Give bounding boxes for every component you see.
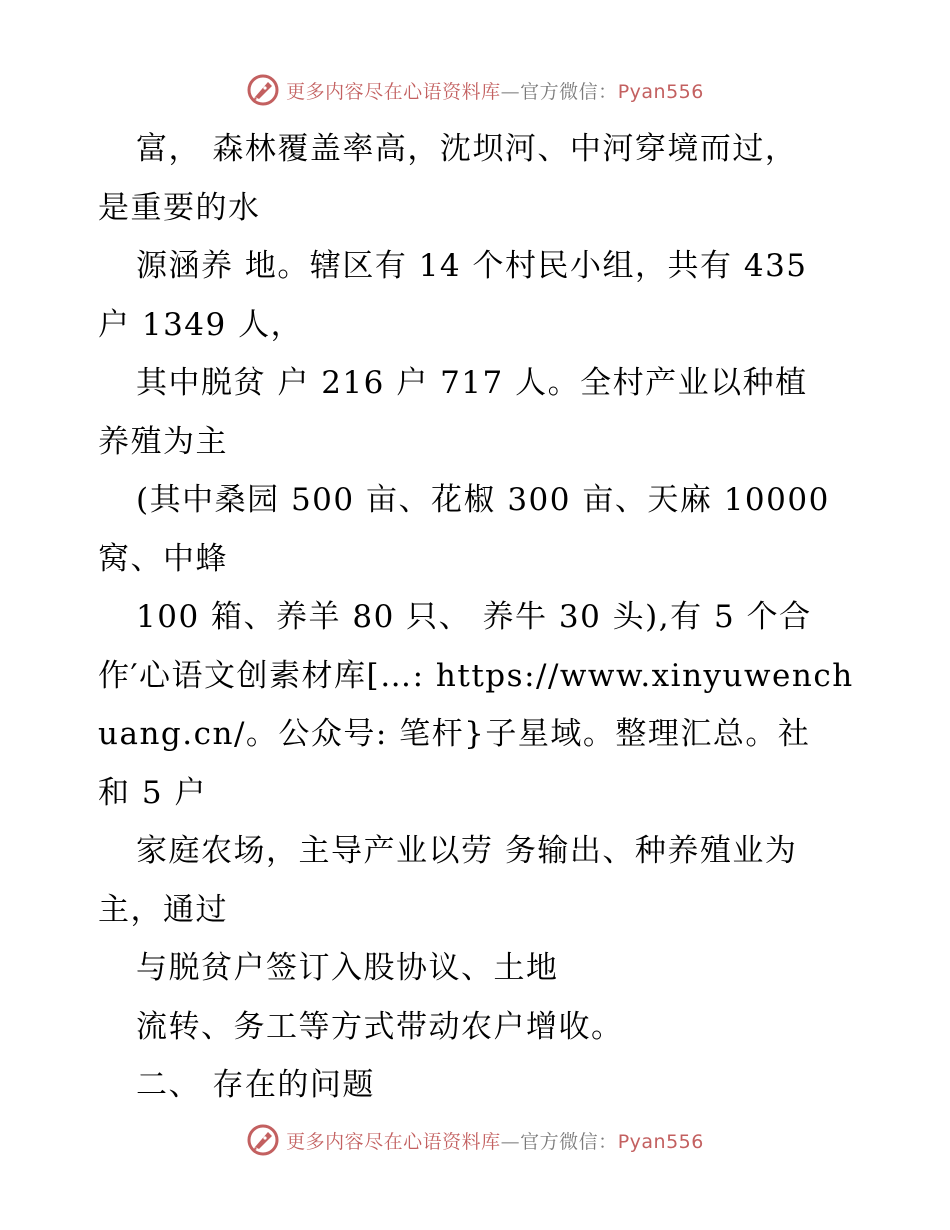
watermark-id-text: Pyan556 [617, 80, 704, 103]
header-watermark [0, 70, 950, 110]
document-body [98, 120, 858, 1115]
text-line: 和 5 户 [98, 774, 207, 811]
text-line: 100 箱、养羊 80 只、 养牛 30 头),有 5 个合 [136, 599, 812, 635]
text-line: 窝、中蜂 [98, 540, 228, 577]
watermark-dash: — [500, 80, 521, 103]
text-line: 主，通过 [98, 891, 228, 928]
text-line: 流转、务工等方式带动农户增收。 [136, 1008, 624, 1045]
text-line: (其中桑园 500 亩、花椒 300 亩、天麻 10000 [136, 482, 830, 518]
footer-watermark [0, 1120, 950, 1160]
pen-nib-circle-icon [246, 73, 280, 107]
text-line: 与脱贫户签订入股协议、土地 [136, 950, 559, 986]
text-line: uang.cn/。公众号: 笔杆}子星域。整理汇总。社 [98, 716, 811, 752]
pen-nib-circle-icon [246, 1123, 280, 1157]
text-line: 源涵养 地。辖区有 14 个村民小组，共有 435 [136, 248, 808, 284]
watermark-brand-text: 官方微信： [520, 80, 618, 103]
text-line: 养殖为主 [98, 423, 228, 460]
text-line: 户 1349 人， [98, 306, 304, 343]
watermark-main-text: 更多内容尽在心语资料库 [286, 1130, 501, 1153]
section-heading: 二、 存在的问题 [136, 1067, 375, 1103]
watermark-id-text: Pyan556 [617, 1130, 704, 1153]
watermark-brand-text: 官方微信： [520, 1130, 618, 1153]
text-line: 其中脱贫 户 216 户 717 人。全村产业以种植 [136, 365, 808, 401]
watermark-dash: — [500, 1130, 521, 1153]
text-line: 是重要的水 [98, 189, 261, 226]
text-line: 富， 森林覆盖率高，沈坝河、中河穿境而过， [136, 131, 798, 167]
text-line-link: 作′心语文创素材库[…: https://www.xinyuwench [98, 657, 854, 694]
text-line: 家庭农场，主导产业以劳 务输出、种养殖业为 [136, 833, 798, 869]
watermark-main-text: 更多内容尽在心语资料库 [286, 80, 501, 103]
